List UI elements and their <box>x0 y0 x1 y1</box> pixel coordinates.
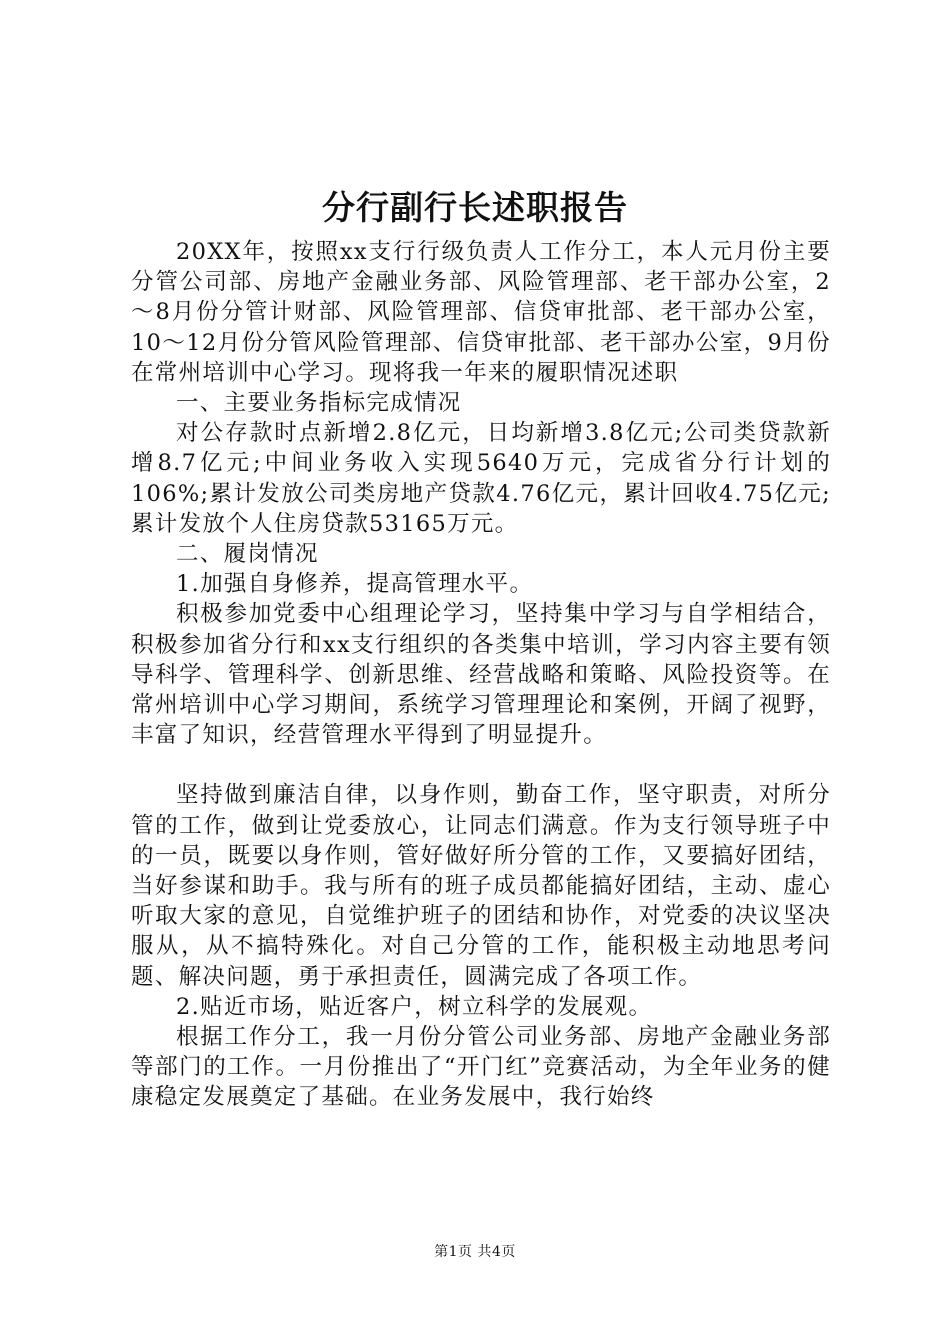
paragraph-intro: 20XX年，按照xx支行行级负责人工作分工，本人元月份主要分管公司部、房地产金融业务部、风险管理部、老干部办公室，2～8月份分管计财部、风险管理部、信贷审批部、老干部办公室，10～12月份分管风险管理部、信贷审批部、老干部办公室，9月份在常州培训中心学习。现将我一年来的履职情况述职 <box>131 239 831 386</box>
paragraph-indicators: 对公存款时点新增2.8亿元，日均新增3.8亿元;公司类贷款新增8.7亿元;中间业务收入实现5640万元，完成省分行计划的106%;累计发放公司类房地产贷款4.76亿元，累计回收4.75亿元;累计发放个人住房贷款53165万元。 <box>131 420 831 537</box>
page-number-footer: 第1页 共4页 <box>434 1244 516 1260</box>
paragraph-market: 根据工作分工，我一月份分管公司业务部、房地产金融业务部等部门的工作。一月份推出了“开门红”竞赛活动，为全年业务的健康稳定发展奠定了基础。在业务发展中，我行始终 <box>131 1024 831 1111</box>
section-heading-1: 一、主要业务指标完成情况 <box>176 390 462 417</box>
paragraph-study: 积极参加党委中心组理论学习，坚持集中学习与自学相结合，积极参加省分行和xx支行组织的各类集中培训，学习内容主要有领导科学、管理科学、创新思维、经营战略和策略、风险投资等。在常州培训中心学习期间，系统学习管理理论和案例，开阔了视野，丰富了知识，经营管理水平得到了明显提升。 <box>131 601 831 749</box>
document-title: 分行副行长述职报告 <box>322 188 628 227</box>
document-body <box>131 237 831 1113</box>
section-heading-2: 二、履岗情况 <box>176 541 319 568</box>
subheading-1: 1.加强自身修养，提高管理水平。 <box>176 571 534 598</box>
paragraph-self-discipline: 坚持做到廉洁自律，以身作则，勤奋工作，坚守职责，对所分管的工作，做到让党委放心，让同志们满意。作为支行领导班子中的一员，既要以身作则，管好做好所分管的工作，又要搞好团结，当好参谋和助手。我与所有的班子成员都能搞好团结，主动、虚心听取大家的意见，自觉维护班子的团结和协作，对党委的决议坚决服从，从不搞特殊化。对自己分管的工作，能积极主动地思考问题、解决问题，勇于承担责任，圆满完成了各项工作。 <box>131 782 831 990</box>
subheading-2: 2.贴近市场，贴近客户，树立科学的发展观。 <box>176 993 653 1020</box>
